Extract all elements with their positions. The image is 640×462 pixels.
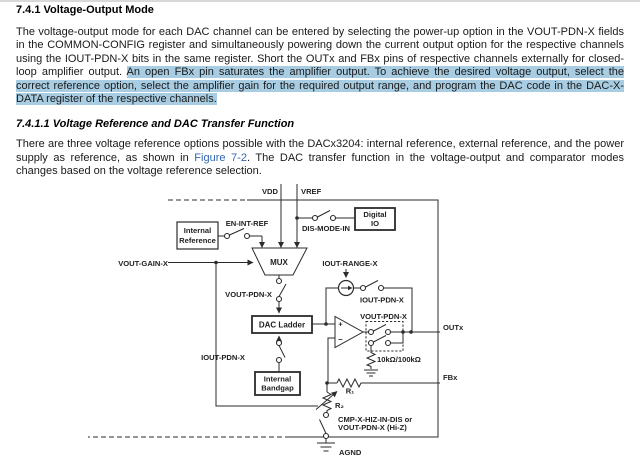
- iout-pdn-switch: [354, 281, 413, 333]
- r1-label: R₁: [345, 386, 355, 396]
- hiz-switch: [320, 413, 413, 439]
- dis-mode-in-switch: [295, 211, 355, 234]
- internal-bandgap-block: [255, 372, 300, 395]
- internal-reference-label: Internal: [183, 226, 212, 235]
- section-heading-741: 7.4.1 Voltage-Output Mode: [16, 4, 154, 16]
- highlighted-text: An open FBx pin saturates the amplifier output. To achieve the desired voltage output, select the correct reference option, select the amplifier gain for the required output range, and program the DAC code in the DAC-X-DATA register of the respective channels.: [16, 66, 624, 106]
- vdd-label: VDD: [261, 187, 279, 196]
- paragraph-text: There are three voltage reference options possible with the DACx3204: internal reference, external reference, and the power supply as reference, as shown in: [16, 138, 624, 164]
- pulldown-resistor-label: 10kΩ/100kΩ: [377, 355, 421, 364]
- vout-pdn-x-label: VOUT-PDN-X: [225, 290, 272, 299]
- r2-label: R₂: [335, 401, 344, 410]
- dis-mode-in-label: DIS-MODE-IN: [301, 224, 351, 233]
- iout-range-label: IOUT-RANGE-X: [322, 259, 378, 268]
- gain-resistor-r2: [316, 383, 344, 413]
- iout-pdn-x-label: IOUT-PDN-X: [201, 353, 245, 362]
- figure-7-2-link[interactable]: Figure 7-2: [194, 151, 247, 164]
- internal-bandgap-label: Bandgap: [261, 383, 294, 393]
- pulldown-resistor: [367, 351, 421, 369]
- ladder-output-wire: [312, 322, 335, 326]
- digital-io-block: [355, 208, 395, 230]
- agnd-ground: [317, 439, 362, 458]
- feedback-resistor-r1: [325, 379, 440, 396]
- fbx-pin-label: FBx: [443, 373, 458, 382]
- iout-range-line: [322, 259, 377, 278]
- section-heading-7411: 7.4.1.1 Voltage Reference and DAC Transfer Function: [16, 118, 295, 131]
- internal-bandgap-label: Internal: [263, 374, 292, 384]
- vref-label: VREF: [301, 187, 322, 196]
- en-int-ref-label: EN-INT-REF: [225, 219, 269, 228]
- opamp-minus-input: −: [338, 335, 343, 344]
- iout-current-source: [326, 281, 354, 325]
- opamp-plus-input: +: [338, 319, 343, 329]
- bandgap-switch: [201, 336, 285, 372]
- mux-block: [252, 248, 307, 275]
- digital-io-label: IO: [370, 219, 380, 228]
- paragraph-text: The voltage-output mode for each DAC channel can be entered by selecting the power-up option in the VOUT-PDN-X fields in the COMMON-CONFIG register and simultaneously powering down the current output option for the respective channels using the IOUT-PDN-X bits in the same register. Short the OUTx and FBx pins of respective channels externally for closed-loop amplifier output.: [16, 26, 624, 79]
- hiz-switch-label: VOUT-PDN-X (Hi-Z): [338, 423, 407, 432]
- iout-pdn-x-label: IOUT-PDN-X: [360, 295, 404, 305]
- dac-ladder-label: DAC Ladder: [258, 320, 306, 330]
- dac-ladder-block: [252, 316, 312, 333]
- agnd-label: AGND: [339, 448, 362, 457]
- vref-supply-line: [297, 184, 322, 248]
- internal-reference-block: [177, 222, 218, 249]
- vdd-supply-line: [262, 184, 281, 248]
- pulldown-ground: [364, 370, 378, 376]
- mux-output-switch: [225, 275, 286, 313]
- outx-pin-label: OUTx: [443, 323, 464, 332]
- mux-label: MUX: [270, 258, 288, 267]
- internal-reference-label: Reference: [179, 236, 216, 245]
- vout-pdn-switch-box: [360, 312, 440, 351]
- paragraph-text: . The DAC transfer function in the voltage-output and comparator modes changes based on the voltage reference selection.: [16, 151, 624, 178]
- hiz-switch-label: CMP-X-HIZ-IN-DIS or: [338, 415, 413, 424]
- digital-io-label: Digital: [363, 210, 387, 219]
- vout-pdn-x-label: VOUT-PDN-X: [360, 312, 407, 321]
- op-amp: [328, 317, 363, 384]
- en-int-ref-switch: [218, 219, 269, 248]
- vout-gain-label: VOUT-GAIN-X: [118, 259, 168, 268]
